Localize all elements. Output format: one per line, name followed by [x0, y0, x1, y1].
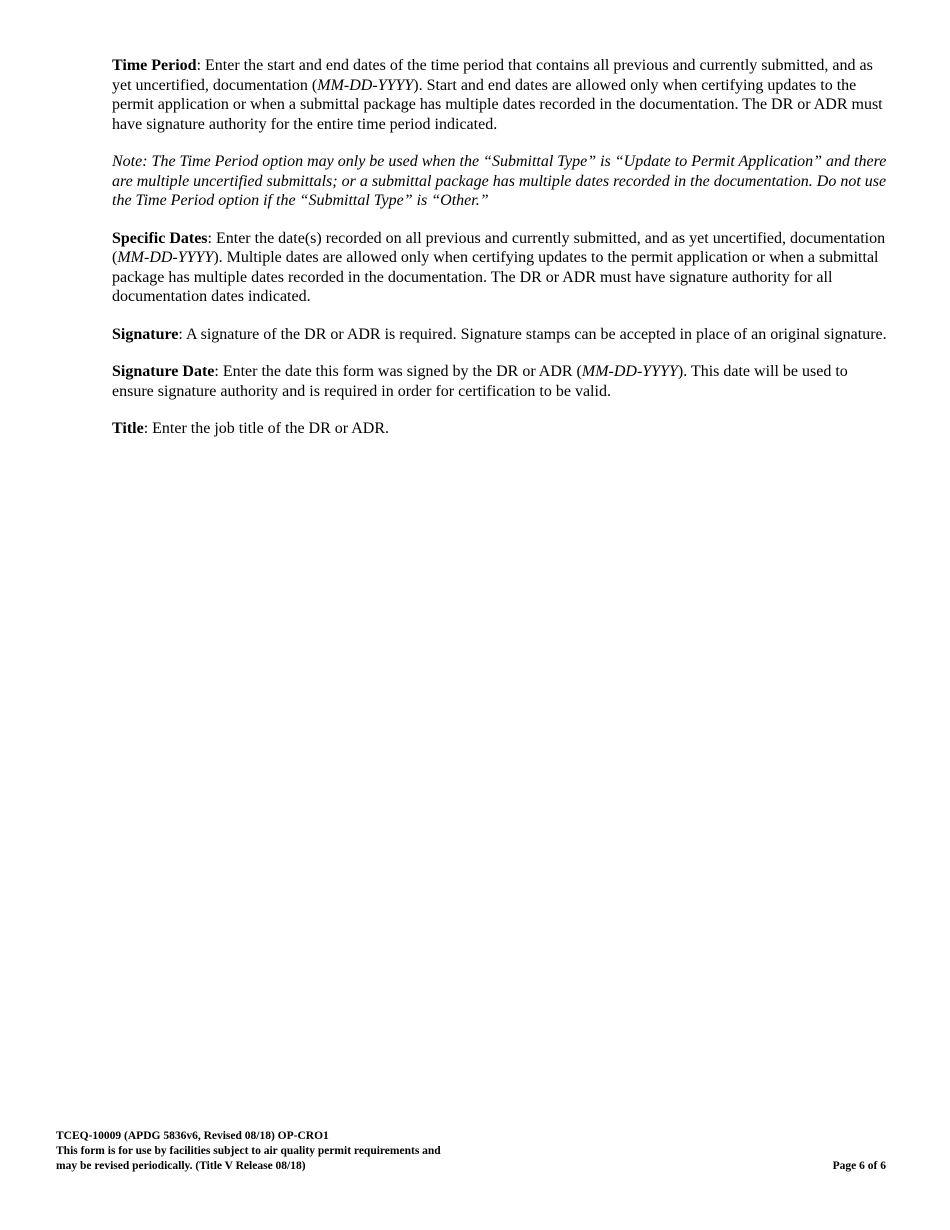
instructions-body — [112, 56, 892, 457]
signature-date-date-format: MM-DD-YYYY — [581, 363, 678, 380]
time-period-text-2: ). Start and end dates are allowed only when certifying updates to the permit application or when a submittal package has multiple dates recorded in the documentation. The DR or ADR must have signature authority for the entire time period indicated. — [112, 76, 883, 133]
time-period-date-format: MM-DD-YYYY — [317, 76, 414, 94]
title-paragraph — [112, 419, 892, 439]
page-number: Page 6 of 6 — [832, 1160, 886, 1172]
signature-date-paragraph — [112, 362, 892, 401]
signature-term: Signature — [112, 325, 179, 343]
time-period-paragraph — [112, 56, 892, 134]
footer-form-id: TCEQ-10009 (APDG 5836v6, Revised 08/18) OP-CRO1 — [56, 1130, 329, 1142]
specific-dates-term: Specific Dates — [112, 229, 208, 247]
specific-dates-date-format: MM-DD-YYYY — [117, 249, 214, 266]
time-period-text-1: : Enter the start and end dates of the time period that contains all previous and currently submitted, and as yet uncertified, documentation ( — [112, 57, 873, 94]
time-period-term: Time Period — [112, 57, 197, 74]
signature-date-text-2: ). This date will be used to ensure signature authority and is required in order for certification to be valid. — [112, 363, 848, 400]
title-text: : Enter the job title of the DR or ADR. — [143, 420, 389, 437]
signature-text: : A signature of the DR or ADR is required. Signature stamps can be accepted in place of an original signature. — [178, 325, 887, 343]
specific-dates-paragraph — [112, 229, 892, 307]
specific-dates-text-2: ). Multiple dates are allowed only when certifying updates to the permit application or when a submittal package has multiple dates recorded in the documentation. The DR or ADR must have signature authority for all documentation dates indicated. — [112, 249, 879, 305]
time-period-note: Note: The Time Period option may only be used when the “Submittal Type” is “Update to Permit Application” and there are multiple uncertified submittals; or a submittal package has multiple dates recorded in the documentation. Do not use the Time Period option if the “Submittal Type” is “Other.” — [112, 153, 887, 209]
title-term: Title — [112, 420, 144, 437]
signature-date-term: Signature Date — [112, 363, 215, 380]
footer-usage-line-2: may be revised periodically. (Title V Release 08/18) — [56, 1160, 306, 1172]
footer-usage-line-1: This form is for use by facilities subject to air quality permit requirements and — [56, 1145, 441, 1157]
signature-date-text-1: : Enter the date this form was signed by the DR or ADR ( — [214, 363, 582, 380]
form-footer — [56, 1129, 496, 1174]
specific-dates-text-1: : Enter the date(s) recorded on all previous and currently submitted, and as yet uncertified, documentation ( — [112, 229, 886, 266]
signature-paragraph — [112, 325, 892, 345]
